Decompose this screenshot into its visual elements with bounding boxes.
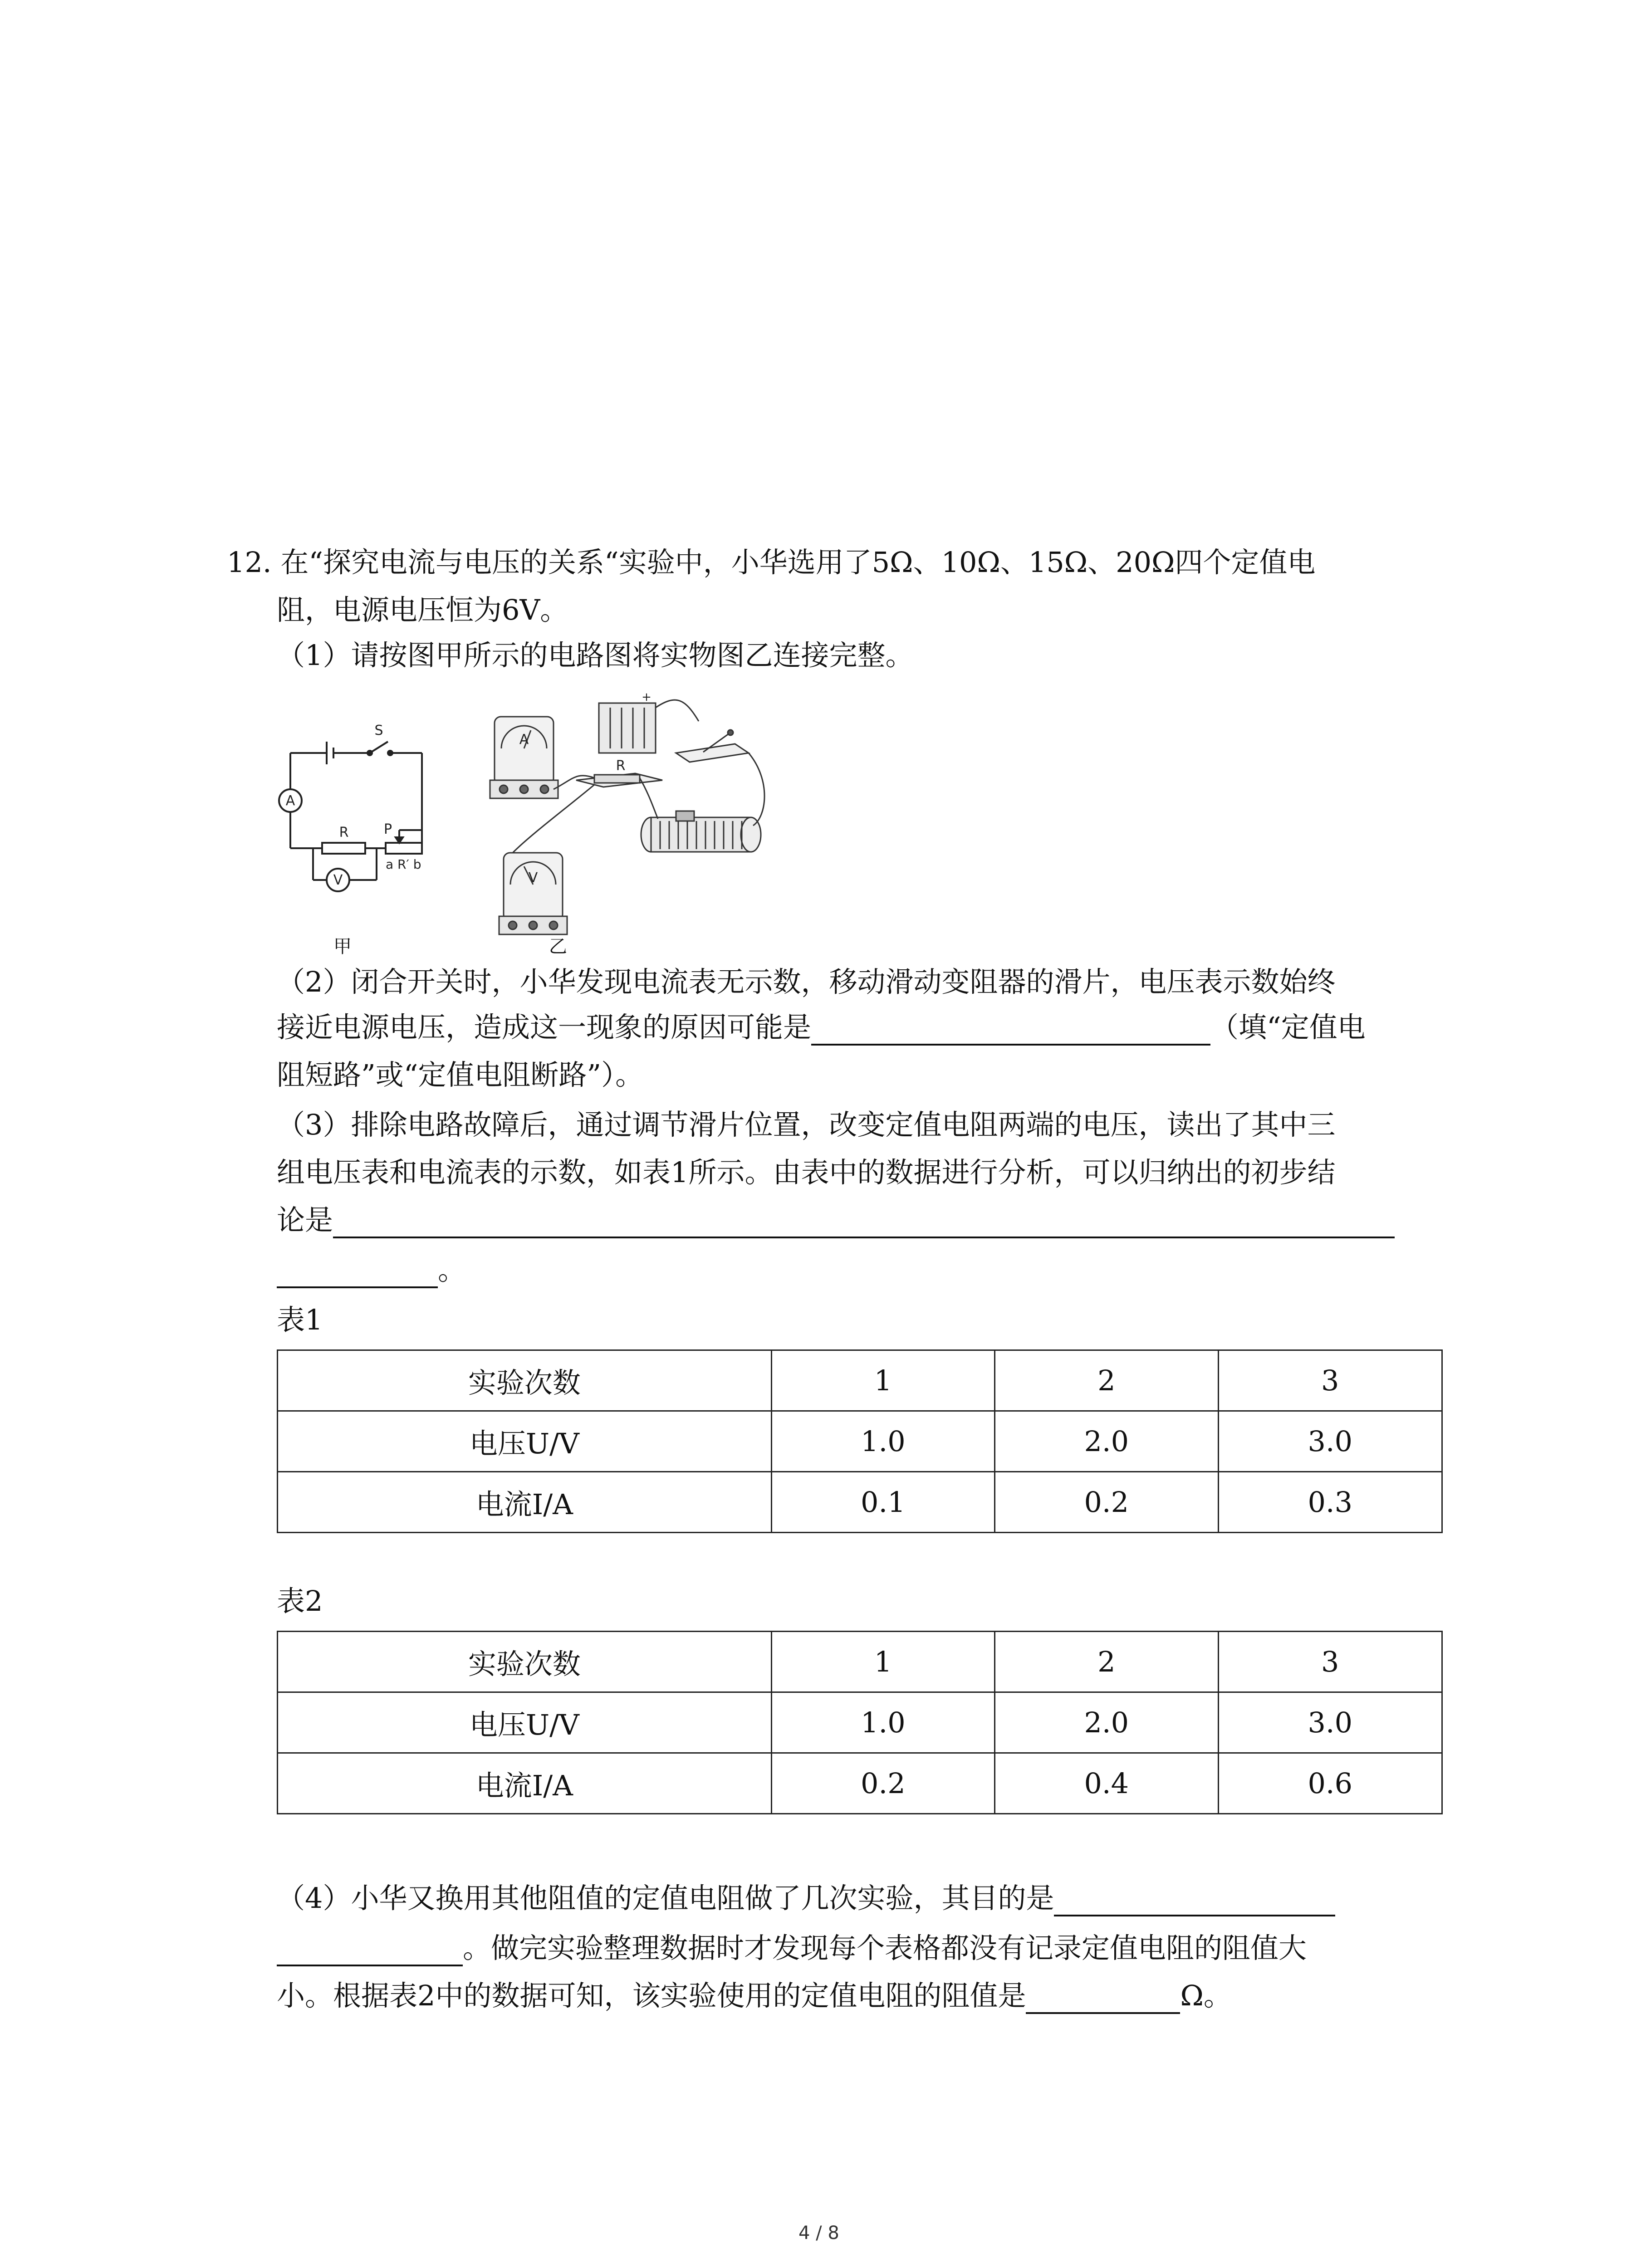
table1-cell: 电压U/V xyxy=(278,1411,772,1472)
part4-line-3-post: Ω。 xyxy=(1180,1979,1232,2012)
table2-cell: 2.0 xyxy=(995,1692,1218,1753)
part2-line-2 xyxy=(277,1009,1366,1046)
answer-blank-part4-a[interactable] xyxy=(1054,1886,1335,1916)
table2-header-cell: 实验次数 xyxy=(278,1632,772,1692)
part2-line-3: 阻短路”或“定值电阻断路”）。 xyxy=(277,1058,644,1091)
table1-cell: 电流I/A xyxy=(278,1472,772,1533)
switch-label: S xyxy=(374,723,383,738)
part3-line-4-post: 。 xyxy=(438,1253,466,1286)
voltmeter-device-label: V xyxy=(528,870,538,886)
switch-blade xyxy=(370,742,388,753)
ammeter-label: A xyxy=(285,793,295,809)
table1-cell: 2.0 xyxy=(995,1411,1218,1472)
voltmeter-label: V xyxy=(333,872,343,888)
figure-label-jia: 甲 xyxy=(333,936,352,957)
table2-header-cell: 2 xyxy=(995,1632,1218,1692)
ammeter-device-label: A xyxy=(519,732,529,748)
stem-line-2: 阻，电源电压恒为6V。 xyxy=(277,593,568,626)
part3-line-2: 组电压表和电流表的示数，如表1所示。由表中的数据进行分析，可以归纳出的初步结 xyxy=(277,1156,1336,1189)
table1-header-row xyxy=(278,1350,1442,1411)
table1-cell: 0.2 xyxy=(995,1472,1218,1533)
resistor-box xyxy=(322,843,365,854)
resistor-label: R xyxy=(339,825,349,841)
resistor-device-label: R xyxy=(616,758,626,774)
table1-cell: 0.3 xyxy=(1218,1472,1442,1533)
table2-row-current xyxy=(278,1753,1442,1814)
part4-line-2-post: 。做完实验整理数据时才发现每个表格都没有记录定值电阻的阻值大 xyxy=(463,1931,1307,1965)
table1-row-current xyxy=(278,1472,1442,1533)
question-number-and-stem xyxy=(227,544,1315,581)
table2-cell: 0.6 xyxy=(1218,1753,1442,1814)
question-number: 12. xyxy=(227,546,272,579)
table1-header-cell: 1 xyxy=(771,1350,994,1411)
page-number: 4 / 8 xyxy=(798,2223,839,2244)
table2-caption: 表2 xyxy=(277,1584,323,1618)
battery-device xyxy=(599,703,656,753)
voltmeter-device xyxy=(499,853,567,934)
table1-cell: 1.0 xyxy=(771,1411,994,1472)
rheostat-label: a R′ b xyxy=(386,857,421,872)
table2-header-row xyxy=(278,1632,1442,1692)
table2-cell: 电压U/V xyxy=(278,1692,772,1753)
table1-header-cell: 3 xyxy=(1218,1350,1442,1411)
part3-line-4 xyxy=(277,1252,466,1288)
part4-line-1-pre: （4）小华又换用其他阻值的定值电阻做了几次实验，其目的是 xyxy=(277,1882,1054,1915)
part4-line-3-pre: 小。根据表2中的数据可知，该实验使用的定值电阻的阻值是 xyxy=(277,1979,1026,2012)
circuit-figure xyxy=(277,689,798,975)
table1-header-cell: 2 xyxy=(995,1350,1218,1411)
table2-cell: 1.0 xyxy=(771,1692,994,1753)
table2-cell: 3.0 xyxy=(1218,1692,1442,1753)
answer-blank-part3-b[interactable] xyxy=(277,1257,438,1288)
part1-text: （1）请按图甲所示的电路图将实物图乙连接完整。 xyxy=(277,639,914,672)
table2-header-cell: 3 xyxy=(1218,1632,1442,1692)
table2-header-cell: 1 xyxy=(771,1632,994,1692)
ammeter-device xyxy=(490,717,558,798)
answer-blank-part3-a[interactable] xyxy=(333,1207,1395,1238)
answer-blank-part4-b[interactable] xyxy=(277,1936,463,1966)
part4-line-1 xyxy=(277,1880,1335,1916)
table1-header-cell: 实验次数 xyxy=(278,1350,772,1411)
battery-plus-label: + xyxy=(642,690,652,704)
table1-row-voltage xyxy=(278,1411,1442,1472)
slider-label: P xyxy=(383,821,392,837)
table2 xyxy=(277,1631,1443,1814)
part2-line-2-pre: 接近电源电压，造成这一现象的原因可能是 xyxy=(277,1011,812,1044)
switch-device xyxy=(676,730,749,762)
part4-line-3 xyxy=(277,1978,1232,2014)
answer-blank-part2[interactable] xyxy=(811,1015,1210,1046)
figure-label-yi: 乙 xyxy=(549,936,567,957)
table1-cell: 0.1 xyxy=(771,1472,994,1533)
resistor-device xyxy=(576,773,662,787)
answer-blank-part4-c[interactable] xyxy=(1026,1983,1180,2014)
part3-line-3 xyxy=(277,1202,1395,1238)
table2-cell: 0.2 xyxy=(771,1753,994,1814)
part3-line-1: （3）排除电路故障后，通过调节滑片位置，改变定值电阻两端的电压，读出了其中三 xyxy=(277,1108,1336,1141)
rheostat-device xyxy=(641,811,761,852)
table2-cell: 电流I/A xyxy=(278,1753,772,1814)
stem-line-1: 在“探究电流与电压的关系“实验中，小华选用了5Ω、10Ω、15Ω、20Ω四个定值电 xyxy=(280,546,1316,579)
rheostat-box xyxy=(386,843,422,854)
table1-cell: 3.0 xyxy=(1218,1411,1442,1472)
physical-setup xyxy=(490,700,764,934)
table1 xyxy=(277,1349,1443,1533)
part2-line-1: （2）闭合开关时，小华发现电流表无示数，移动滑动变阻器的滑片，电压表示数始终 xyxy=(277,965,1336,998)
table2-row-voltage xyxy=(278,1692,1442,1753)
table1-caption: 表1 xyxy=(277,1303,323,1336)
part2-line-2-post: （填“定值电 xyxy=(1210,1011,1366,1044)
part4-line-2 xyxy=(277,1930,1307,1966)
table2-cell: 0.4 xyxy=(995,1753,1218,1814)
part3-line-3-pre: 论是 xyxy=(277,1203,333,1237)
